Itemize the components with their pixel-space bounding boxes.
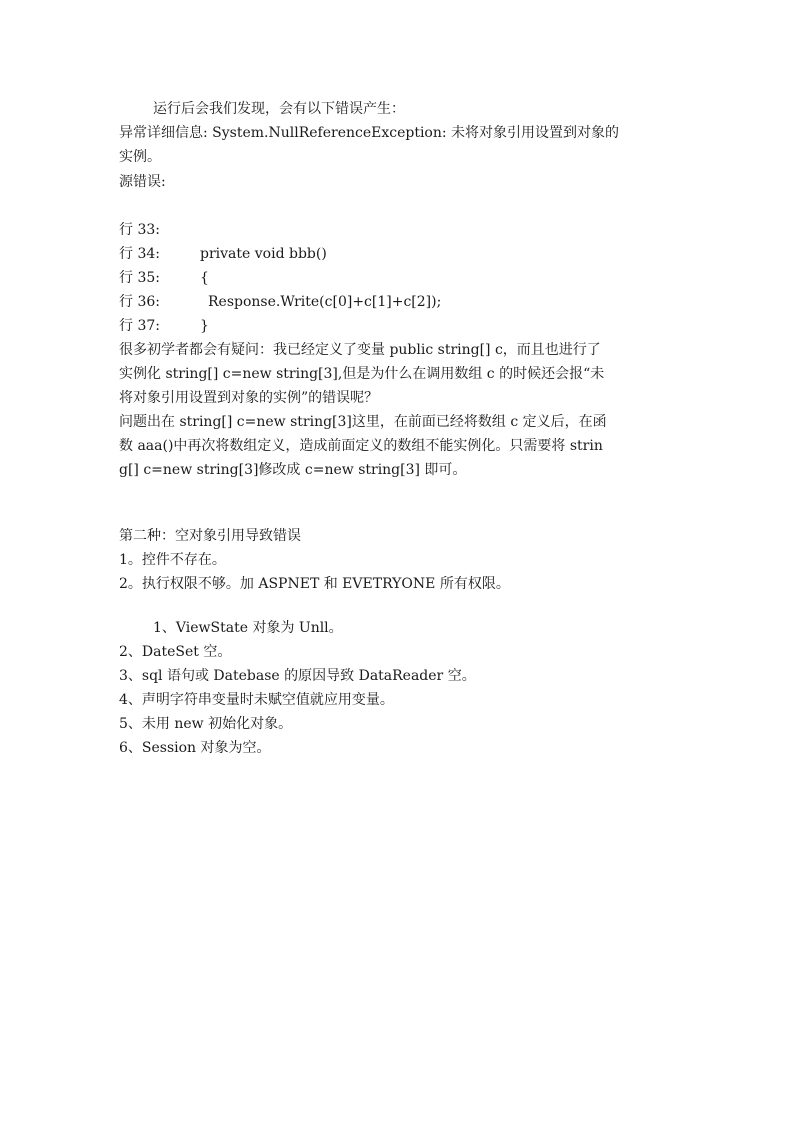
cause-item: 2、DateSet 空。	[119, 644, 232, 660]
answer-line: g[] c=new string[3]修改成 c=new string[3] 即可。	[119, 462, 467, 478]
code-text: Response.Write(c[0]+c[1]+c[2]);	[208, 294, 442, 310]
cause-item: 4、声明字符串变量时未赋空值就应用变量。	[119, 692, 394, 708]
cause-item: 6、Session 对象为空。	[119, 740, 271, 756]
answer-line: 问题出在 string[] c=new string[3]这里，在前面已经将数组 c 定义后，在函	[119, 414, 607, 430]
cause-item: 1、ViewState 对象为 Unll。	[153, 620, 343, 636]
code-line-number: 行 37:	[119, 318, 160, 334]
cause-item: 3、sql 语句或 Datebase 的原因导致 DataReader 空。	[119, 668, 476, 684]
intro-text: 运行后会我们发现，会有以下错误产生：	[153, 101, 405, 117]
error-detail-line: 异常详细信息: System.NullReferenceException: 未将对象引用设置到对象的	[119, 125, 620, 141]
code-text: {	[200, 270, 209, 286]
code-line-number: 行 35:	[119, 270, 160, 286]
question-line: 很多初学者都会有疑问：我已经定义了变量 public string[] c，而且也进行了	[119, 342, 601, 358]
code-line-number: 行 36:	[119, 294, 160, 310]
list-item: 1。控件不存在。	[119, 552, 226, 568]
list-item: 2。执行权限不够。加 ASPNET 和 EVETRYONE 所有权限。	[119, 576, 510, 592]
code-line-number: 行 34:	[119, 246, 160, 262]
code-line	[119, 290, 679, 334]
cause-item: 5、未用 new 初始化对象。	[119, 716, 293, 732]
error-detail-line: 实例。	[119, 149, 161, 165]
question-line: 实例化 string[] c=new string[3],但是为什么在调用数组 c 的时候还会报“未	[119, 366, 605, 382]
code-line-number: 行 33:	[119, 222, 160, 238]
section-title: 第二种：空对象引用导致错误	[119, 528, 301, 544]
code-text: }	[200, 318, 209, 334]
answer-line: 数 aaa()中再次将数组定义，造成前面定义的数组不能实例化。只需要将 strin	[119, 438, 603, 454]
question-line: 将对象引用设置到对象的实例”的错误呢？	[119, 390, 379, 406]
code-text: private void bbb()	[200, 246, 327, 262]
source-error-label: 源错误:	[119, 174, 166, 190]
